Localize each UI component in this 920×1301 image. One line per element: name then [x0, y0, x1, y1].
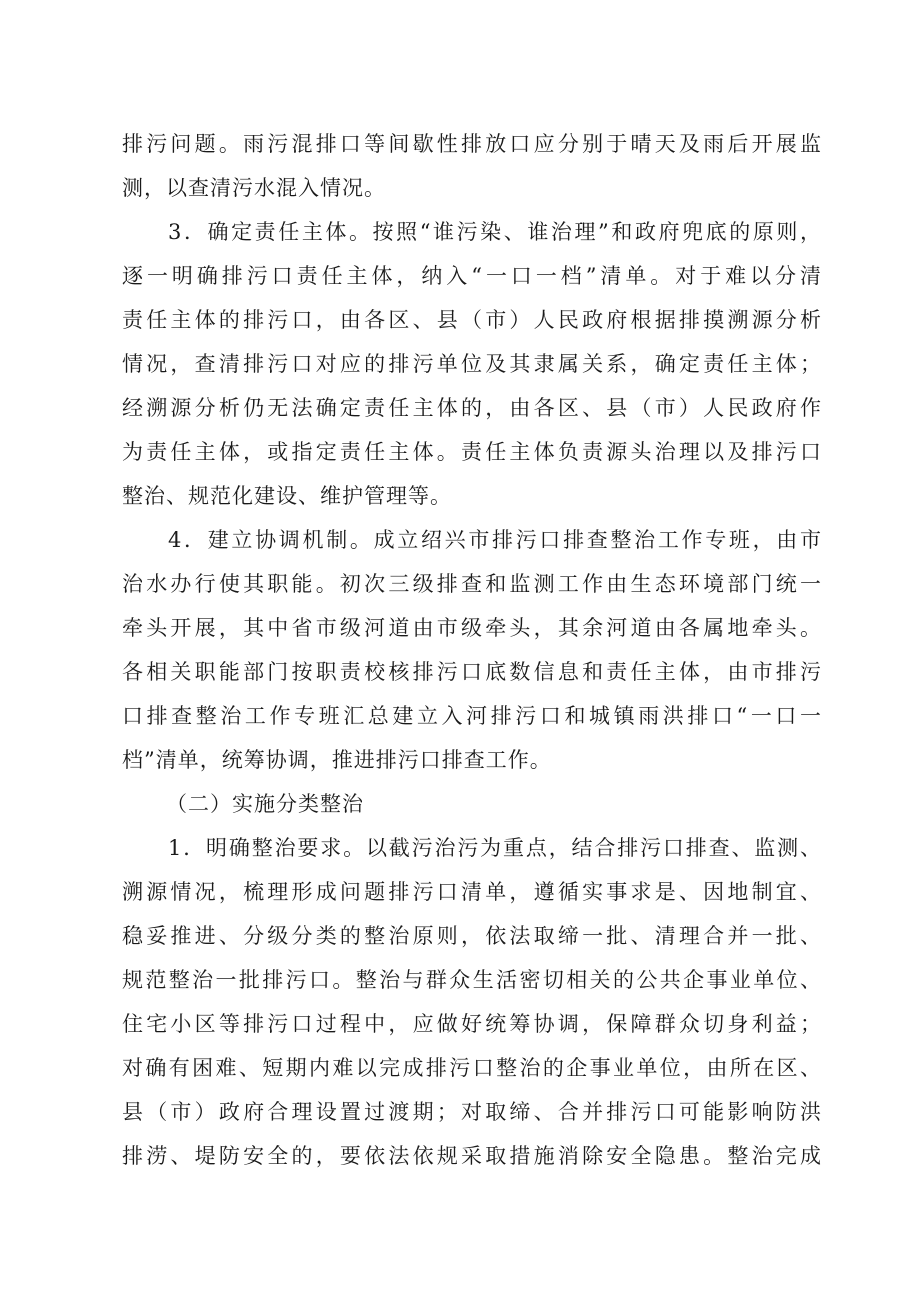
paragraph-line: 县（市）政府合理设置过渡期；对取缔、合并排污口可能影响防洪 [122, 1100, 822, 1124]
paragraph-line: 逐一明确排污口责任主体，纳入“一口一档”清单。对于难以分清 [122, 264, 822, 288]
paragraph-line: 排涝、堤防安全的，要依法依规采取措施消除安全隐患。整治完成 [122, 1144, 822, 1168]
paragraph-line: 排污问题。雨污混排口等间歇性排放口应分别于晴天及雨后开展监 [122, 132, 822, 156]
paragraph-line: 为责任主体，或指定责任主体。责任主体负责源头治理以及排污口 [122, 440, 822, 464]
paragraph-line: 经溯源分析仍无法确定责任主体的，由各区、县（市）人民政府作 [122, 396, 822, 420]
paragraph-line: 治水办行使其职能。初次三级排查和监测工作由生态环境部门统一 [122, 572, 822, 596]
paragraph-line: 住宅小区等排污口过程中，应做好统筹协调，保障群众切身利益； [122, 1012, 822, 1036]
paragraph-line: 测，以查清污水混入情况。 [122, 176, 386, 200]
paragraph-line: 溯源情况，梳理形成问题排污口清单，遵循实事求是、因地制宜、 [122, 880, 822, 904]
section-1-heading-line: 1．明确整治要求。以截污治污为重点，结合排污口排查、监测、 [168, 836, 822, 860]
paragraph-line: 各相关职能部门按职责校核排污口底数信息和责任主体，由市排污 [122, 660, 822, 684]
section-3-heading-line: 3．确定责任主体。按照“谁污染、谁治理”和政府兜底的原则， [168, 220, 822, 244]
paragraph-line: 稳妥推进、分级分类的整治原则，依法取缔一批、清理合并一批、 [122, 924, 822, 948]
subsection-heading: （二）实施分类整治 [166, 792, 364, 816]
paragraph-line: 对确有困难、短期内难以完成排污口整治的企事业单位，由所在区、 [122, 1056, 822, 1080]
paragraph-line: 整治、规范化建设、维护管理等。 [122, 484, 452, 508]
paragraph-line: 规范整治一批排污口。整治与群众生活密切相关的公共企事业单位、 [122, 968, 822, 992]
paragraph-line: 档”清单，统筹协调，推进排污口排查工作。 [122, 748, 552, 772]
paragraph-line: 责任主体的排污口，由各区、县（市）人民政府根据排摸溯源分析 [122, 308, 822, 332]
section-4-heading-line: 4．建立协调机制。成立绍兴市排污口排查整治工作专班，由市 [168, 528, 822, 552]
paragraph-line: 牵头开展，其中省市级河道由市级牵头，其余河道由各属地牵头。 [122, 616, 822, 640]
paragraph-line: 情况，查清排污口对应的排污单位及其隶属关系，确定责任主体； [122, 352, 822, 376]
paragraph-line: 口排查整治工作专班汇总建立入河排污口和城镇雨洪排口“一口一 [122, 704, 822, 728]
